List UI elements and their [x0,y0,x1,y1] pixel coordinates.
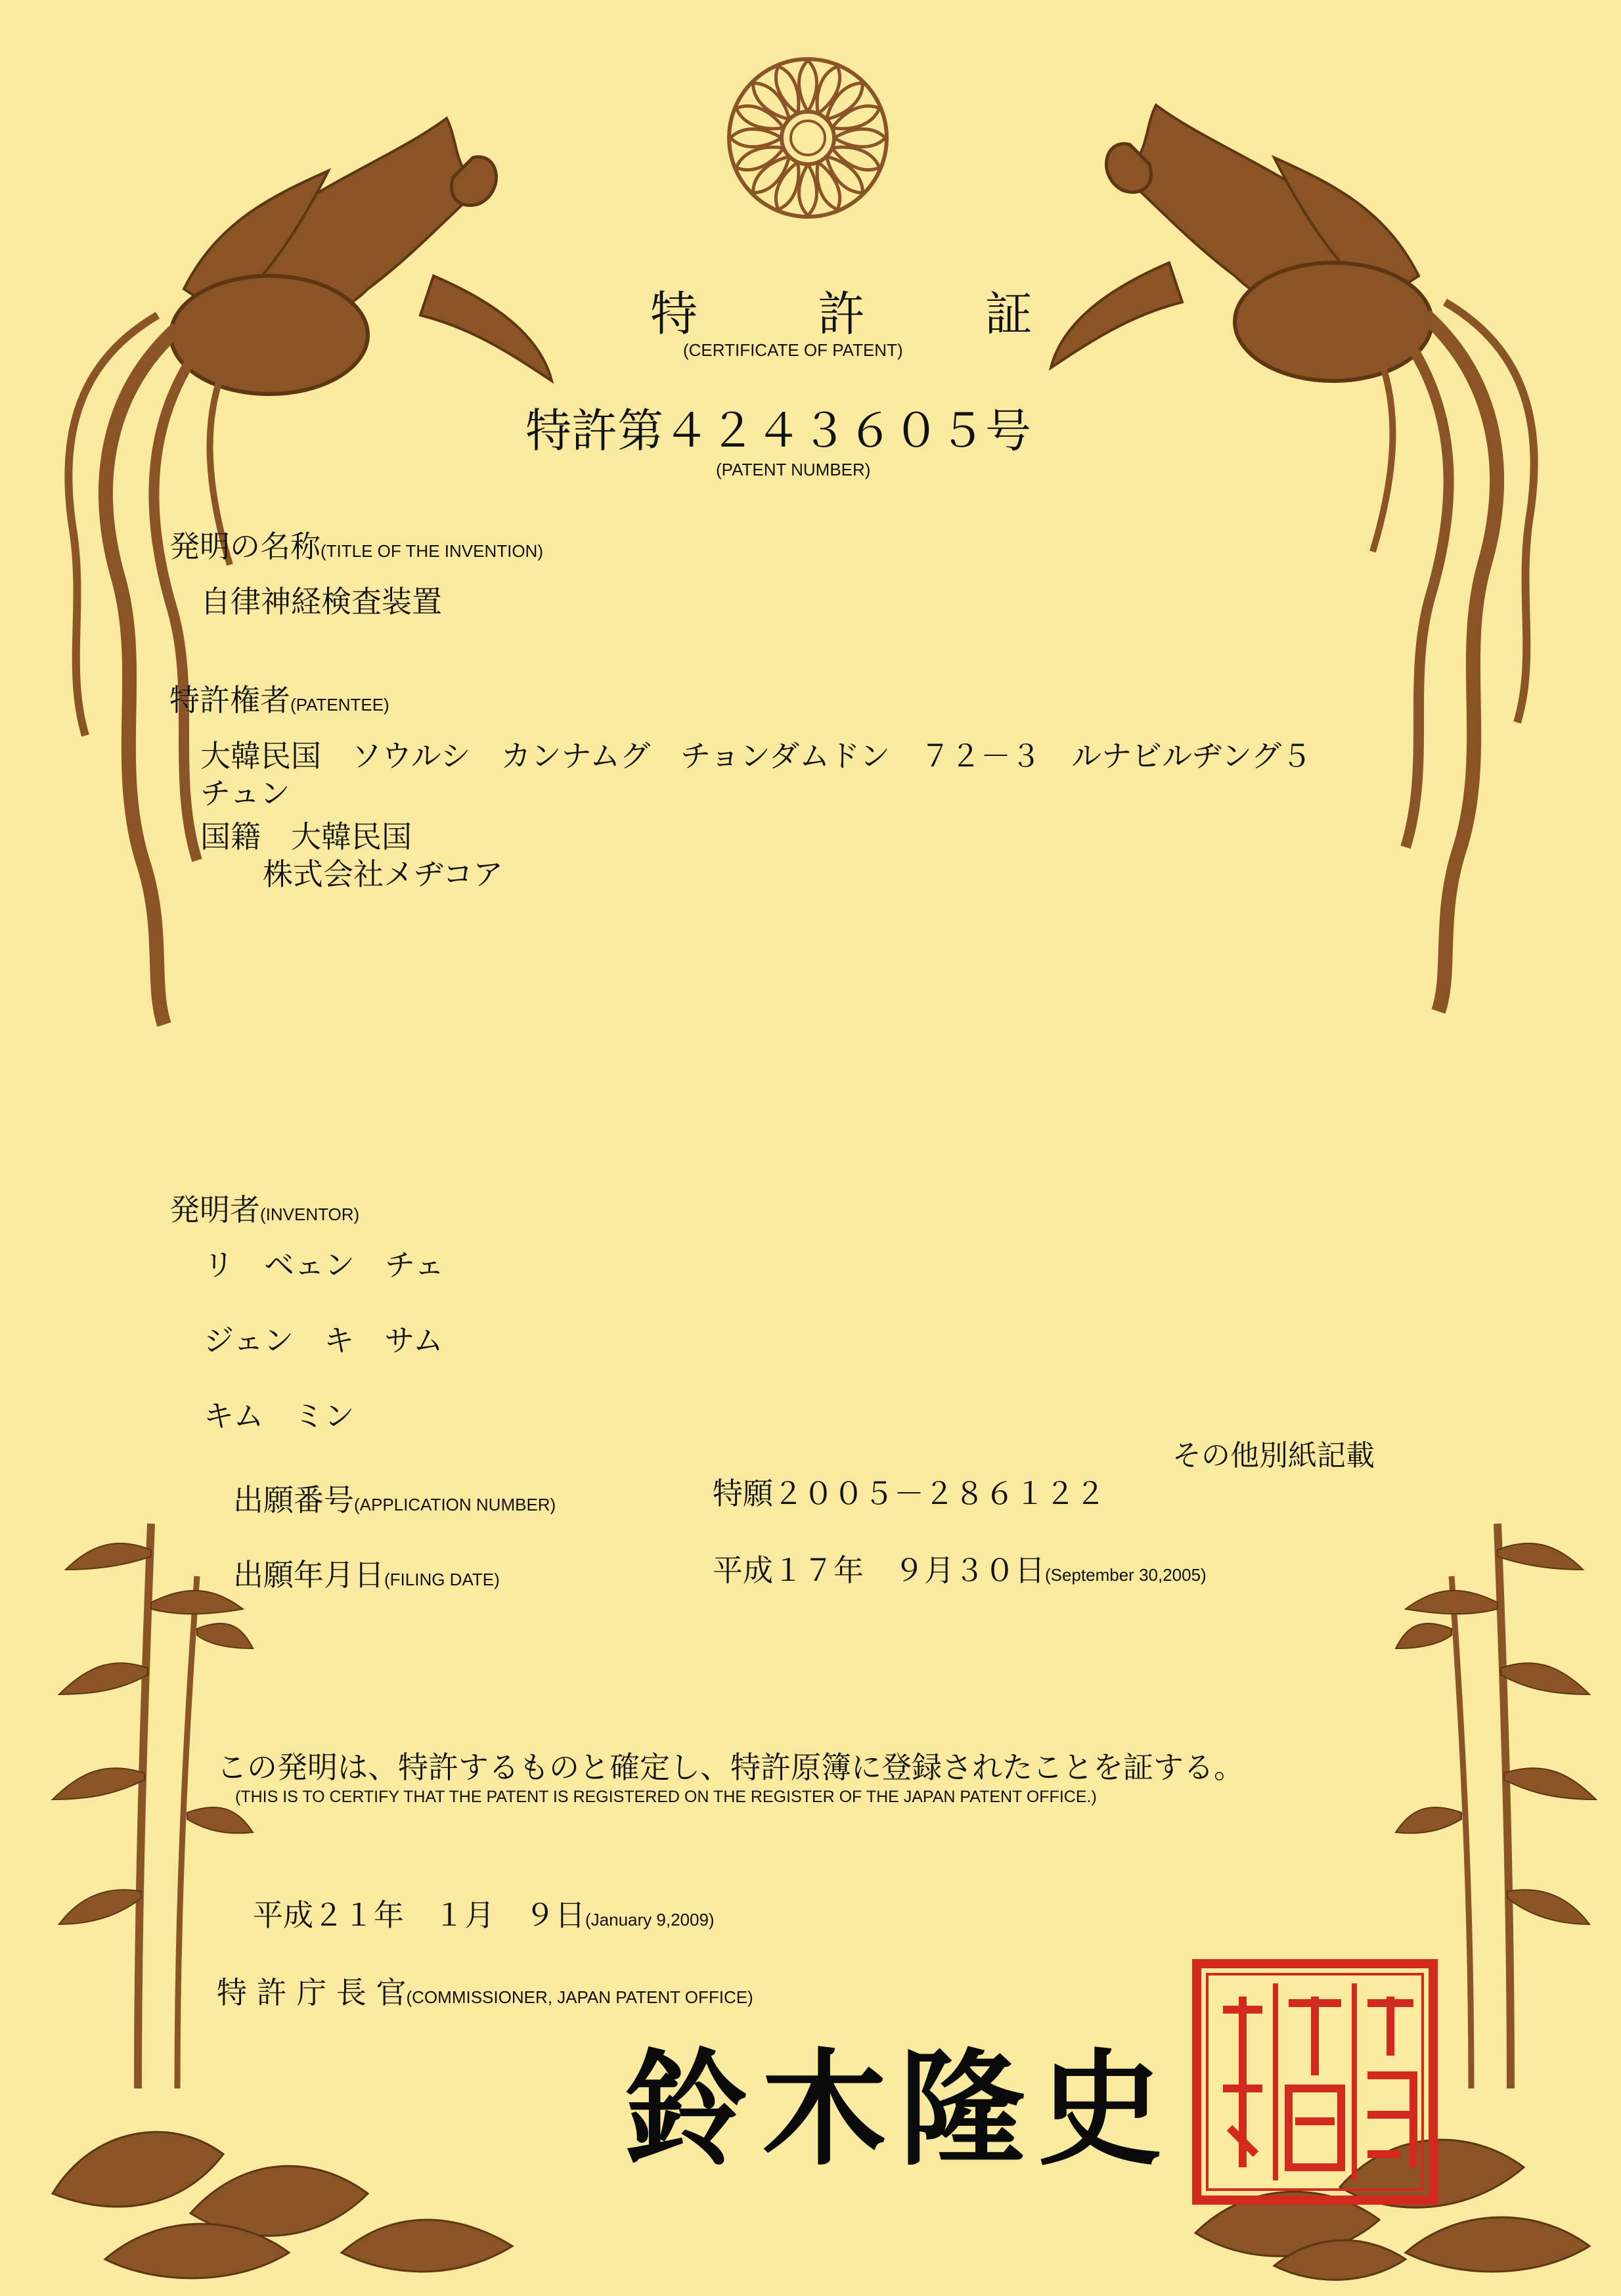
invention-label: 発明の名称(TITLE OF THE INVENTION) [169,529,543,564]
patentee-nationality: 国籍 大韓民国 [200,819,412,854]
inventor-name: リ ベェン チェ [204,1247,445,1283]
chrysanthemum-petal [799,164,817,215]
chrysanthemum-petal [730,129,782,147]
certificate-title-en: (CERTIFICATE OF PATENT) [683,340,903,360]
chrysanthemum-crest-icon [716,46,900,230]
invention-title: 自律神経検査装置 [200,584,442,619]
chrysanthemum-petal [799,60,817,112]
commissioner-label: 特 許 庁 長 官(COMMISSIONER, JAPAN PATENT OFFICE) [217,1975,753,2010]
certify-statement: この発明は、特許するものと確定し、特許原簿に登録されたことを証する。 [217,1750,1244,1785]
certify-statement-en: (THIS IS TO CERTIFY THAT THE PATENT IS REGISTERED ON THE REGISTER OF THE JAPAN PATENT OFFICE.) [235,1788,1097,1806]
application-label: 出願番号(APPLICATION NUMBER) [233,1482,556,1518]
patent-number: 特許第４２４３６０５号 [525,404,1031,458]
application-number: 特願２００５－２８６１２２ [713,1476,1105,1511]
patent-number-en: (PATENT NUMBER) [716,460,871,479]
phoenix-right-icon [1051,66,1550,1018]
inventor-label: 発明者(INVENTOR) [169,1192,360,1227]
inventor-others-note: その他別紙記載 [1172,1439,1375,1472]
filing-label: 出願年月日(FILING DATE) [233,1557,500,1593]
patentee-address-line1: 大韓民国 ソウルシ カンナムグ チョンダムドン ７２－３ ルナビルヂング５ [200,738,1312,774]
official-seal-icon [1190,1957,1440,2207]
patentee-label: 特許権者(PATENTEE) [169,682,389,718]
filing-date: 平成１７年 ９月３０日(September 30,2005) [713,1553,1207,1588]
issue-date: 平成２１年 １月 ９日(January 9,2009) [253,1897,715,1933]
chrysanthemum-petal [834,129,885,147]
commissioner-signature: 鈴木隆史 [624,2036,1176,2182]
patentee-address-line2: チュン [200,776,290,811]
certificate-title: 特 許 証 [650,286,1085,342]
inventor-name: ジェン キ サム [204,1323,443,1358]
inventor-name: キム ミン [204,1398,355,1434]
patentee-company: 株式会社メヂコア [263,856,504,892]
